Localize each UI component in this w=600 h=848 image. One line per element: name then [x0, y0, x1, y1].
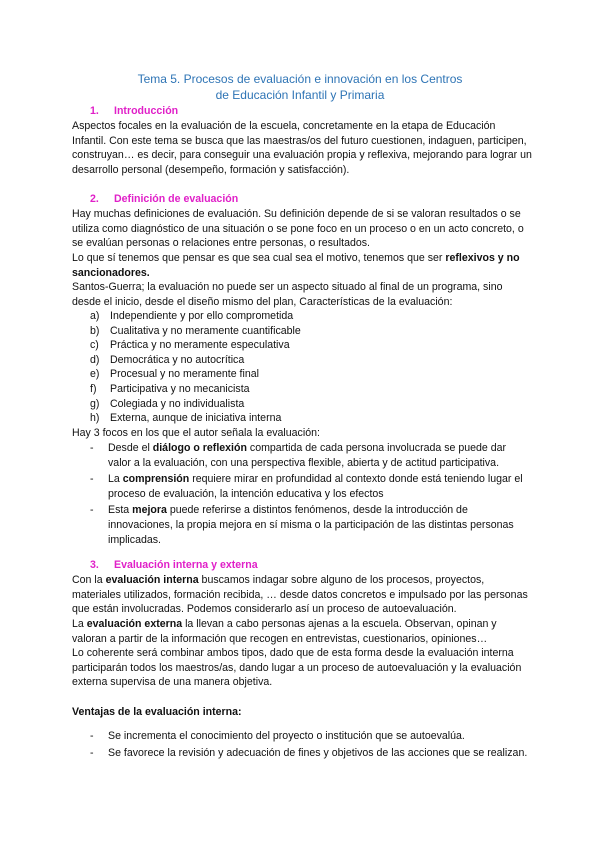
- section-3-paragraph-1: [72, 573, 532, 617]
- focus-text-post: compartida de cada persona involucrada se puede dar valor a la evaluación, con una perspectiva flexible, abierta y de actitud participativa.: [108, 442, 507, 469]
- focus-term: mejora: [132, 504, 167, 517]
- list-marker: -: [90, 442, 94, 454]
- list-marker: d): [90, 353, 100, 366]
- list-item: [90, 338, 530, 353]
- focus-text-pre: La: [108, 473, 123, 486]
- focus-text-post: puede referirse a distintos fenómenos, desde la introducción de innovaciones, la propia mejora en sí misma o la participación de las distintas personas implicadas.: [108, 504, 514, 546]
- section-2-paragraph-2-bold: reflexivos y no sancionadores.: [72, 252, 520, 279]
- list-marker: a): [90, 310, 100, 322]
- advantages-list: [90, 729, 530, 762]
- term-internal-evaluation: evaluación interna: [105, 574, 199, 586]
- list-item-text: Colegiada y no individualista: [110, 397, 245, 410]
- list-item: [90, 503, 530, 547]
- list-item-text: Cualitativa y no meramente cuantificable: [110, 324, 301, 337]
- section-1-heading: [90, 104, 178, 119]
- list-item-text: Procesual y no meramente final: [110, 368, 259, 381]
- foci-intro: Hay 3 focos en los que el autor señala la evaluación:: [72, 427, 320, 439]
- section-2-paragraph-3: Santos-Guerra; la evaluación no puede ser un aspecto situado al final de un programa, sino desde el inicio, desde el diseño mismo del plan, Características de la evaluación:: [72, 281, 503, 308]
- list-item: [90, 324, 530, 339]
- focus-text-pre: Desde el: [108, 442, 153, 454]
- section-3-paragraph-2: [72, 617, 532, 646]
- section-1-title: Introducción: [114, 105, 179, 117]
- list-marker: f): [90, 382, 97, 395]
- list-item: [90, 367, 530, 382]
- list-item: [90, 472, 530, 501]
- section-2-number: 2.: [90, 193, 99, 205]
- section-2-paragraph-2: [72, 251, 532, 280]
- page-title: [0, 72, 600, 103]
- list-marker: c): [90, 339, 99, 352]
- paragraph-text: la llevan a cabo personas ajenas a la escuela. Observan, opinan y valoran a partir de la información que recogen en entrevistas, cuestionarios, opiniones…: [72, 618, 497, 645]
- list-item: [90, 729, 530, 744]
- section-2-title: Definición de evaluación: [114, 193, 239, 205]
- focus-term: diálogo o reflexión: [152, 442, 247, 454]
- focus-text-post: requiere mirar en profundidad al contexto donde está teniendo lugar el proceso de evaluación, la intención educativa y los efectos: [108, 473, 523, 500]
- list-marker: -: [90, 730, 94, 742]
- section-3-title: Evaluación interna y externa: [114, 559, 258, 571]
- list-item: [90, 309, 530, 324]
- list-item: [90, 746, 530, 761]
- section-3-number: 3.: [90, 559, 99, 571]
- paragraph-text: Con la: [72, 574, 106, 586]
- list-marker: g): [90, 397, 100, 410]
- section-1-number: 1.: [90, 105, 99, 117]
- term-external-evaluation: evaluación externa: [86, 618, 183, 630]
- focus-text-pre: Esta: [108, 504, 133, 517]
- title-line-2: de Educación Infantil y Primaria: [215, 87, 385, 102]
- list-item-text: Se incrementa el conocimiento del proyecto o institución que se autoevalúa.: [108, 730, 465, 742]
- list-item: [90, 441, 530, 470]
- list-item-text: Independiente y por ello comprometida: [110, 310, 294, 322]
- list-item: [90, 382, 530, 397]
- section-1-paragraph: Aspectos focales en la evaluación de la escuela, concretamente en la etapa de Educación Infantil. Con este tema se busca que las maestras/os del futuro cuestionen, indaguen, participen, construyan… es decir, para conseguir una evaluación propia y reflexiva, mejorando para lograr un desarrollo personal (desempeño, formación y satisfacción).: [72, 120, 532, 176]
- paragraph-text: buscamos indagar sobre alguno de los procesos, proyectos, materiales utilizados, formación recibida, … desde datos concretos e impulsado por las personas que están involucradas. Podemos considerarlo así un proceso de autoevaluación.: [72, 574, 528, 616]
- list-item: [90, 353, 530, 368]
- list-item: [90, 411, 530, 426]
- section-2-paragraph-2-text: Lo que sí tenemos que pensar es que sea cual sea el motivo, tenemos que ser: [72, 252, 446, 264]
- section-3-paragraph-3: Lo coherente será combinar ambos tipos, dado que de esta forma desde la evaluación interna participarán todos los maestros/as, dando lugar a un proceso de autoevaluación y la evaluación externa supervisa de una manera objetiva.: [72, 647, 522, 689]
- list-marker: e): [90, 368, 100, 381]
- advantages-heading: Ventajas de la evaluación interna:: [72, 706, 242, 718]
- list-item-text: Democrática y no autocrítica: [110, 353, 245, 366]
- list-item-text: Se favorece la revisión y adecuación de fines y objetivos de las acciones que se realizan.: [108, 746, 528, 759]
- list-marker: -: [90, 473, 94, 486]
- focus-term: comprensión: [122, 473, 190, 486]
- section-3-heading: [90, 558, 258, 573]
- list-item-text: Participativa y no mecanicista: [110, 382, 250, 395]
- list-item-text: Externa, aunque de iniciativa interna: [110, 412, 282, 425]
- list-marker: -: [90, 504, 94, 517]
- list-item-text: Práctica y no meramente especulativa: [110, 339, 290, 352]
- list-item: [90, 397, 530, 412]
- paragraph-text: La: [72, 618, 87, 630]
- characteristics-list: [90, 309, 530, 426]
- list-marker: b): [90, 324, 100, 337]
- list-marker: h): [90, 412, 100, 425]
- title-line-1: Tema 5. Procesos de evaluación e innovación en los Centros: [137, 72, 463, 86]
- list-marker: -: [90, 746, 94, 759]
- foci-list: [90, 441, 530, 549]
- section-2-paragraph-1: Hay muchas definiciones de evaluación. Su definición depende de si se valoran resultados o se utiliza como diagnóstico de una situación o se pone foco en un proceso o en un acto concreto, o se evalúan personas o relaciones entre personas, o resultados.: [72, 208, 524, 250]
- section-2-heading: [90, 192, 238, 207]
